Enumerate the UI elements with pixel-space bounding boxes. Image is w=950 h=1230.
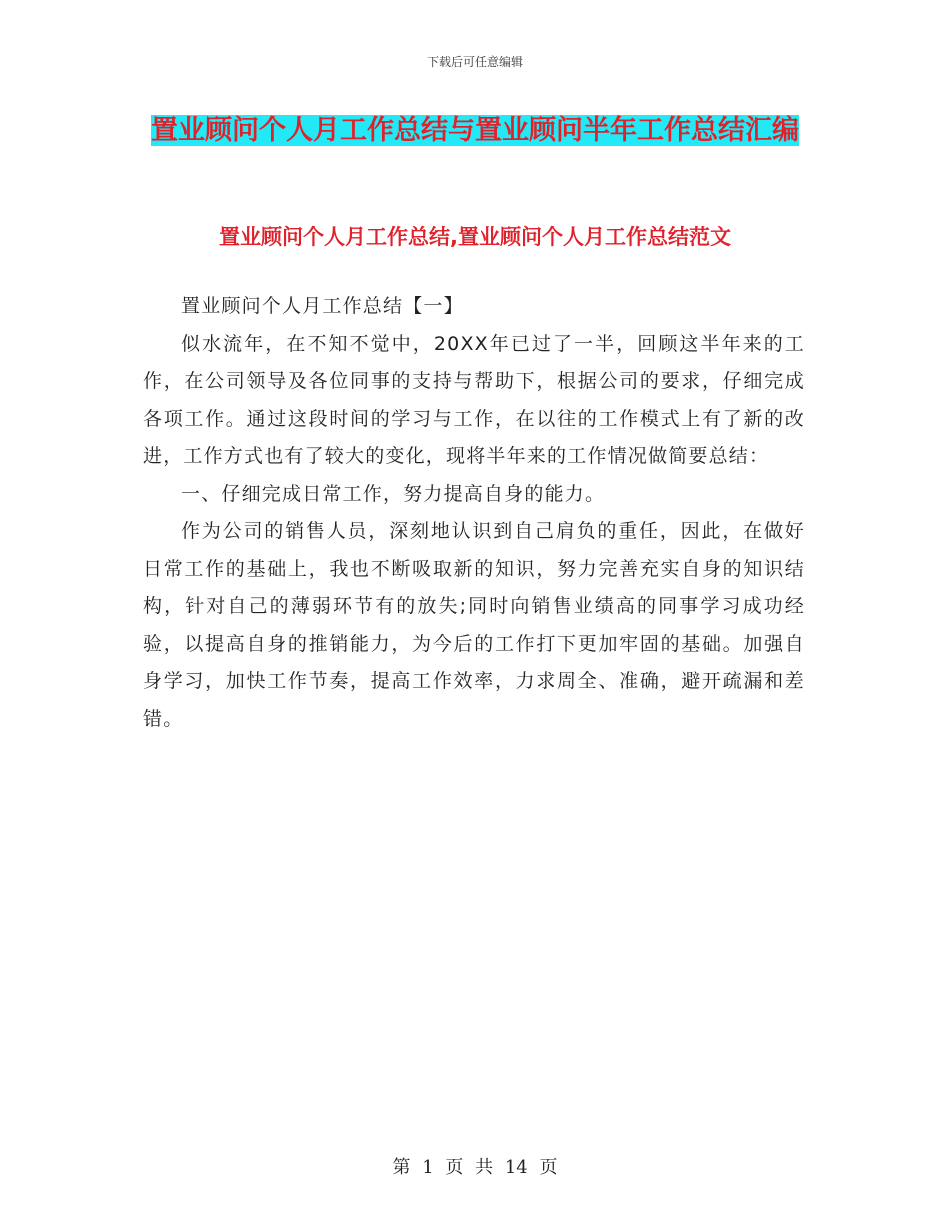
document-title-text: 置业顾问个人月工作总结与置业顾问半年工作总结汇编 [151, 115, 799, 146]
page-footer: 第 1 页 共 14 页 [392, 1157, 558, 1178]
paragraph-heading: 置业顾问个人月工作总结【一】 [181, 295, 464, 317]
section-title: 置业顾问个人月工作总结,置业顾问个人月工作总结范文 [219, 225, 731, 249]
paragraph-heading: 一、仔细完成日常工作，努力提高自身的能力。 [181, 482, 606, 505]
paragraph: 似水流年，在不知不觉中，20XX年已过了一半，回顾这半年来的工作，在公司领导及各位同事的支持与帮助下，根据公司的要求，仔细完成各项工作。通过这段时间的学习与工作，在以往的工作模式上有了新的改进，工作方式也有了较大的变化，现将半年来的工作情况做简要总结： [143, 332, 805, 467]
document-body [143, 288, 805, 738]
document-title [140, 108, 810, 154]
paragraph: 作为公司的销售人员，深刻地认识到自己肩负的重任，因此，在做好日常工作的基础上，我也不断吸取新的知识，努力完善充实自身的知识结构，针对自己的薄弱环节有的放失;同时向销售业绩高的同事学习成功经验，以提高自身的推销能力，为今后的工作打下更加牢固的基础。加强自身学习，加快工作节奏，提高工作效率，力求周全、准确，避开疏漏和差错。 [143, 520, 805, 730]
header-note: 下载后可任意编辑 [426, 55, 523, 69]
